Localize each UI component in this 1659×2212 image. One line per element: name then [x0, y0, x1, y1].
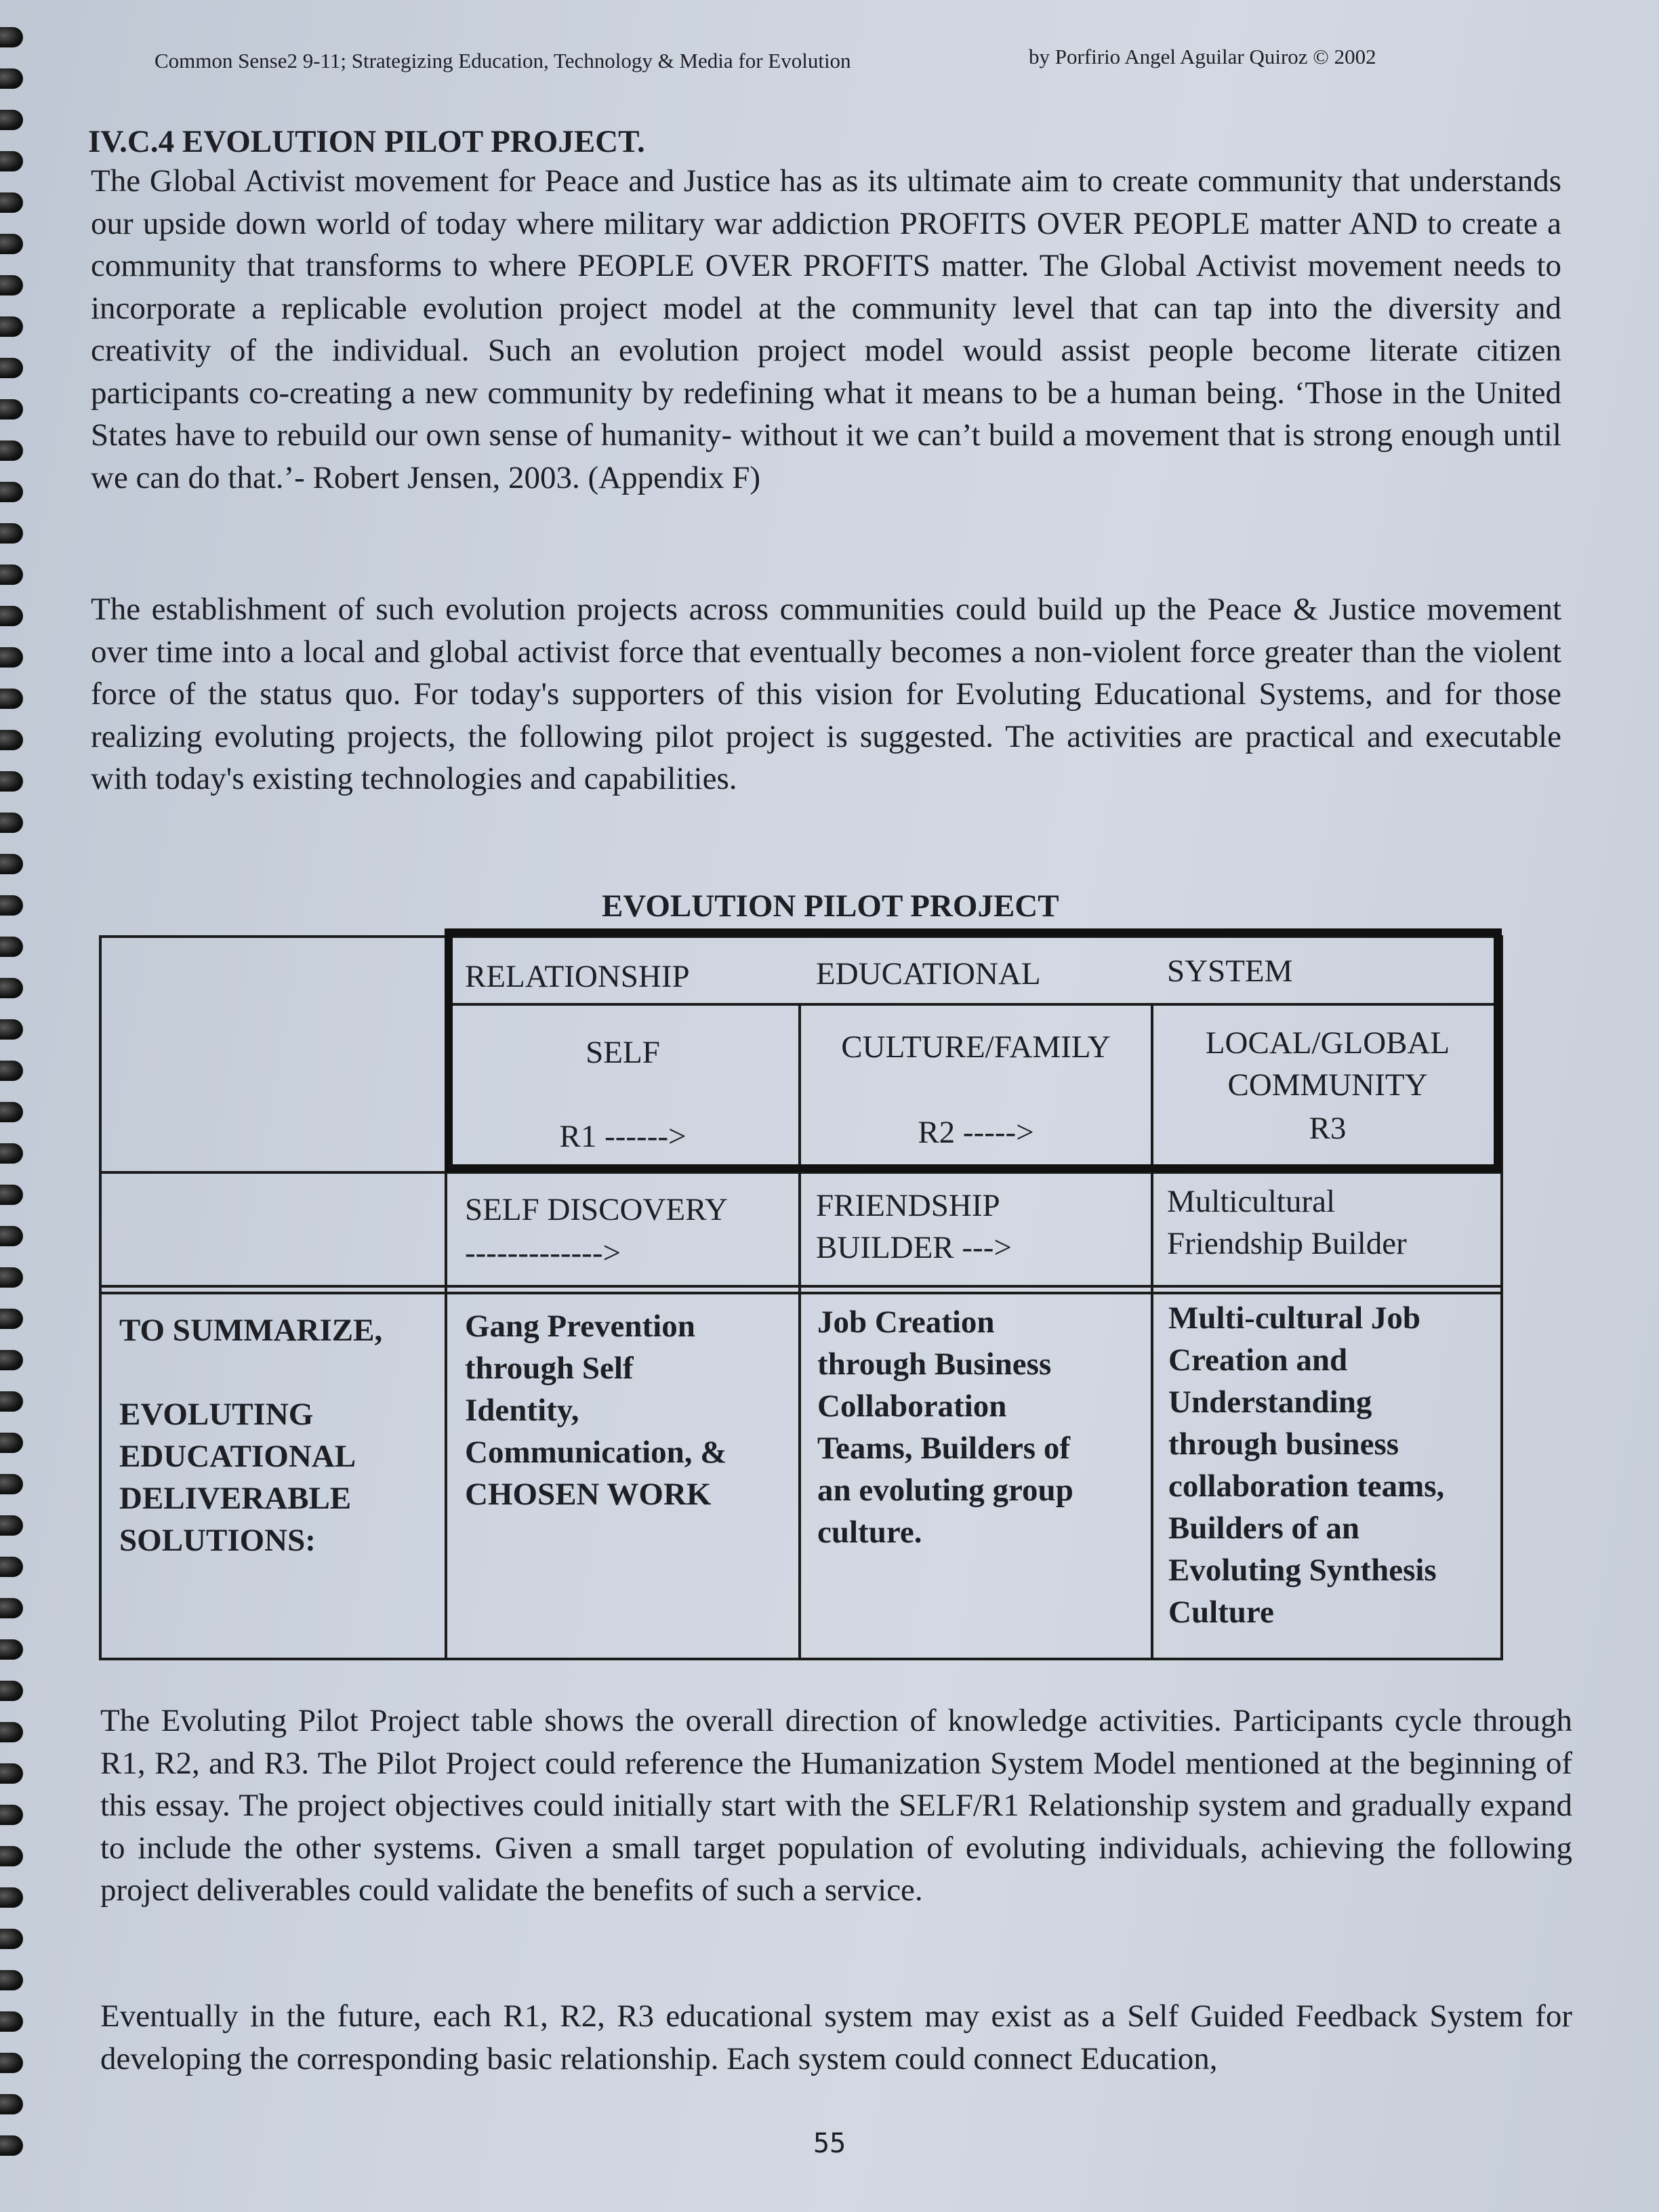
- summary-community-deliverable: [1168, 1297, 1444, 1633]
- binding-ring: [0, 1887, 23, 1908]
- binding-ring: [0, 1391, 23, 1412]
- binding-ring: [0, 689, 23, 709]
- summary-label: DELIVERABLE: [119, 1481, 352, 1516]
- activity-multicultural: Multicultural: [1167, 1184, 1336, 1219]
- binding-ring: [0, 1515, 23, 1536]
- binding-ring: [0, 937, 23, 957]
- binding-ring: [0, 358, 23, 378]
- binding-ring: [0, 1557, 23, 1577]
- binding-ring: [0, 1267, 23, 1288]
- binding-ring: [0, 1350, 23, 1370]
- binding-ring: [0, 1929, 23, 1949]
- binding-ring: [0, 192, 23, 213]
- binding-ring: [0, 2011, 23, 2032]
- summary-line: Teams, Builders of: [817, 1431, 1070, 1466]
- binding-ring: [0, 1970, 23, 1990]
- activity-arrow-1: ------------->: [465, 1235, 621, 1271]
- level-r2: R2 ----->: [918, 1115, 1034, 1150]
- section-title: IV.C.4 EVOLUTION PILOT PROJECT.: [88, 124, 645, 159]
- paragraph-2: The establishment of such evolution projects across communities could build up the Peace & Justice movement over time into a local and global activist force that eventually becomes a non-violent force greater than the violent force of the status quo. For today's supporters of this vision for Evoluting Educational Systems, and for those realizing evoluting projects, the following pilot project is suggested. The activities are practical and executable with today's existing technologies and capabilities.: [91, 592, 1561, 796]
- binding-ring: [0, 1763, 23, 1784]
- binding-ring: [0, 606, 23, 626]
- table-divider: [102, 1292, 1502, 1294]
- header-educational: EDUCATIONAL: [816, 956, 1041, 991]
- binding-ring: [0, 441, 23, 461]
- binding-ring: [0, 1639, 23, 1660]
- activity-builder: BUILDER --->: [816, 1230, 1012, 1265]
- level-self: SELF: [586, 1035, 660, 1070]
- header-right: by Porfirio Angel Aguilar Quiroz © 2002: [1029, 45, 1376, 68]
- binding-ring: [0, 1846, 23, 1866]
- level-r3: R3: [1309, 1111, 1347, 1146]
- binding-ring: [0, 1185, 23, 1205]
- summary-line: through Self: [465, 1351, 634, 1386]
- paragraph-4: Eventually in the future, each R1, R2, R3 educational system may exist as a Self Guided Feedback System for developing the corresponding basic relationship. Each system could connect Education,: [100, 1999, 1572, 2076]
- paragraph-1: The Global Activist movement for Peace and Justice has as its ultimate aim to create community that understands our upside down world of today where military war addiction PROFITS OVER PEOPLE matter AND to create a community that transforms to where PEOPLE OVER PROFITS matter. The Global Activist movement needs to incorporate a replicable evolution project model at the community level that can tap into the diversity and creativity of the individual. Such an evolution project model would assist people become literate citizen participants co-creating a new community by redefining what it means to be a human being. ‘Those in the United States have to rebuild our own sense of humanity- without it we can’t build a movement that is strong enough until we can do that.’- Robert Jensen, 2003. (Appendix F): [91, 163, 1561, 495]
- binding-ring: [0, 234, 23, 254]
- binding-ring: [0, 275, 23, 295]
- binding-ring: [0, 1309, 23, 1329]
- binding-ring: [0, 771, 23, 792]
- activity-friendship-builder: Friendship Builder: [1167, 1226, 1407, 1261]
- binding-ring: [0, 1226, 23, 1246]
- header-left: Common Sense2 9-11; Strategizing Education, Technology & Media for Evolution: [155, 49, 851, 73]
- paragraph-3: The Evoluting Pilot Project table shows the overall direction of knowledge activities. Participants cycle through R1, R2, and R3. The Pilot Project could reference the Humanization System Model mentioned at the beginning of this essay. The project objectives could initially start with the SELF/R1 Relationship system and gradually expand to include the other systems. Given a small target population of evoluting individuals, achieving the following project deliverables could validate the benefits of such a service.: [100, 1703, 1572, 1908]
- summary-label: TO SUMMARIZE,: [119, 1313, 383, 1348]
- summary-line: Collaboration: [817, 1389, 1007, 1424]
- binding-ring: [0, 1143, 23, 1164]
- level-r1: R1 ------>: [559, 1119, 687, 1154]
- binding-ring: [0, 1474, 23, 1494]
- binding-ring: [0, 316, 23, 337]
- summary-line: culture.: [817, 1515, 922, 1550]
- table-divider: [102, 1285, 1502, 1288]
- binding-ring: [0, 854, 23, 874]
- binding-ring: [0, 2094, 23, 2114]
- table-title: EVOLUTION PILOT PROJECT: [602, 888, 1059, 924]
- binding-ring: [0, 399, 23, 419]
- pilot-project-table: [99, 935, 1503, 1660]
- summary-line: Builders of an: [1168, 1511, 1360, 1546]
- summary-line: Evoluting Synthesis: [1168, 1553, 1437, 1588]
- running-header: [155, 45, 1442, 73]
- summary-line: Gang Prevention: [465, 1309, 695, 1344]
- binding-ring: [0, 647, 23, 668]
- binding-ring: [0, 1061, 23, 1081]
- level-local-global: LOCAL/GLOBAL: [1205, 1025, 1450, 1061]
- binding-ring: [0, 2135, 23, 2156]
- summary-line: Multi-cultural Job: [1168, 1300, 1421, 1336]
- binding-ring: [0, 1102, 23, 1122]
- binding-ring: [0, 27, 23, 47]
- binding-ring: [0, 1805, 23, 1825]
- summary-line: collaboration teams,: [1168, 1469, 1445, 1504]
- spiral-binding: [0, 27, 30, 2196]
- page-number: 55: [813, 2128, 846, 2159]
- summary-label: SOLUTIONS:: [119, 1523, 316, 1558]
- binding-ring: [0, 813, 23, 833]
- binding-ring: [0, 110, 23, 130]
- binding-ring: [0, 68, 23, 89]
- summary-line: an evoluting group: [817, 1473, 1073, 1508]
- binding-ring: [0, 1598, 23, 1618]
- binding-ring: [0, 1681, 23, 1701]
- activity-self-discovery: SELF DISCOVERY: [465, 1192, 728, 1227]
- summary-line: through business: [1168, 1427, 1399, 1462]
- binding-ring: [0, 978, 23, 998]
- binding-ring: [0, 151, 23, 171]
- summary-label: EVOLUTING: [119, 1397, 314, 1432]
- summary-line: Identity,: [465, 1393, 579, 1428]
- activity-friendship: FRIENDSHIP: [816, 1188, 1000, 1223]
- summary-self-deliverable: [465, 1305, 726, 1515]
- binding-ring: [0, 730, 23, 750]
- level-culture-family: CULTURE/FAMILY: [841, 1029, 1111, 1065]
- binding-ring: [0, 2053, 23, 2073]
- summary-line: through Business: [817, 1347, 1052, 1382]
- binding-ring: [0, 482, 23, 502]
- binding-ring: [0, 1019, 23, 1040]
- summary-label: EDUCATIONAL: [119, 1439, 356, 1474]
- summary-line: Understanding: [1168, 1385, 1372, 1420]
- summary-line: Communication, &: [465, 1435, 727, 1470]
- summary-line: Creation and: [1168, 1343, 1348, 1378]
- binding-ring: [0, 1722, 23, 1742]
- header-relationship: RELATIONSHIP: [465, 959, 690, 994]
- binding-ring: [0, 1433, 23, 1453]
- summary-line: Job Creation: [817, 1305, 995, 1340]
- summary-line: CHOSEN WORK: [465, 1477, 712, 1512]
- header-system: SYSTEM: [1167, 954, 1293, 989]
- level-community: COMMUNITY: [1227, 1067, 1428, 1103]
- summary-culture-deliverable: [817, 1301, 1073, 1553]
- summary-line: Culture: [1168, 1595, 1274, 1630]
- binding-ring: [0, 523, 23, 544]
- binding-ring: [0, 895, 23, 916]
- binding-ring: [0, 565, 23, 585]
